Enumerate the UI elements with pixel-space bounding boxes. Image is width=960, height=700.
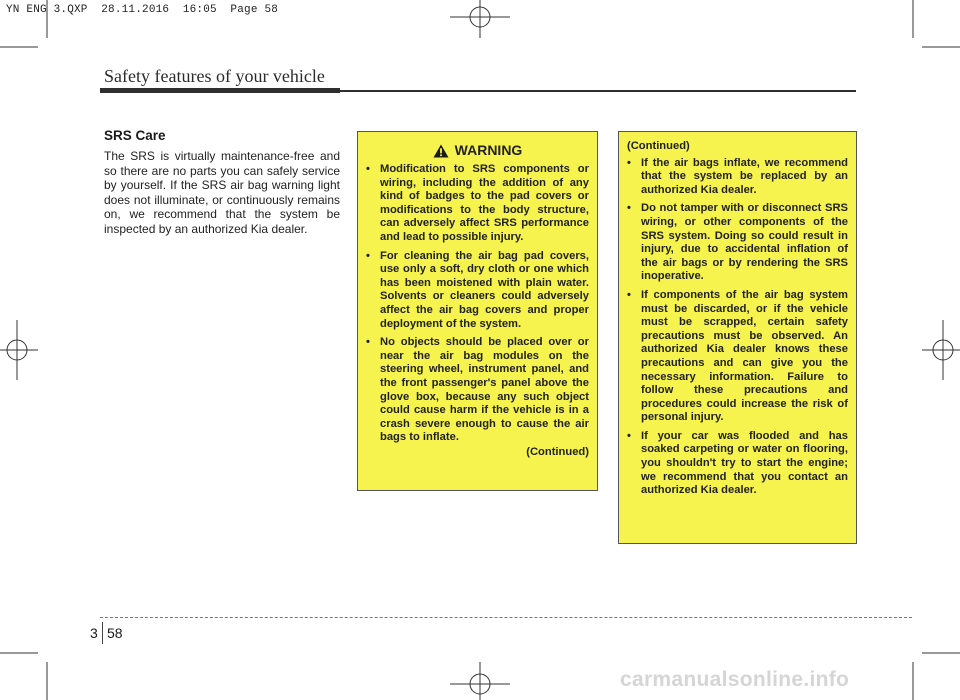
page-number: 58 (107, 625, 123, 641)
srs-care-heading: SRS Care (104, 128, 166, 143)
warning-item: • Modification to SRS components or wiring, including the addition of any kind of badges to the pad covers or modifications to the body structure, can adversely affect SRS performance and lead to possible injury. (366, 163, 589, 245)
warning-list (366, 163, 589, 445)
warning-item: • No objects should be placed over or near the air bag modules on the steering wheel, instrument panel, and the front passenger's panel above the glove box, because any such object could cause harm if the vehicle is in a crash severe enough to cause the air bags to inflate. (366, 336, 589, 445)
header-bar (100, 88, 340, 93)
warning-item: • For cleaning the air bag pad covers, use only a soft, dry cloth or one which has been moistened with plain water. Solvents or cleaners could adversely affect the air bag covers and proper deployment of the system. (366, 250, 589, 332)
continued-heading: (Continued) (627, 140, 690, 152)
warning-item: • If the air bags inflate, we recommend that the system be replaced by an authorized Kia dealer. (627, 157, 848, 198)
warning-triangle-icon (433, 144, 449, 158)
footer-rule (100, 617, 912, 618)
watermark: carmanualsonline.info (620, 668, 850, 691)
warning-item: • If your car was flooded and has soaked carpeting or water on flooring, you shouldn't try to start the engine; we recommend that you contact an authorized Kia dealer. (627, 430, 848, 498)
warning-header (366, 144, 589, 158)
continued-warning-box (618, 131, 857, 544)
section-title: Safety features of your vehicle (104, 66, 325, 86)
print-slug: YN ENG 3.QXP 28.11.2016 16:05 Page 58 (6, 4, 279, 16)
srs-care-body: The SRS is virtually maintenance-free and so there are no parts you can safely service by yourself. If the SRS air bag warning light does not illuminate, or continuously remains on, we recommend that the system be inspected by an authorized Kia dealer. (104, 149, 340, 236)
chapter-number: 3 (90, 625, 98, 641)
warning-box (357, 131, 598, 491)
warning-item: • Do not tamper with or disconnect SRS wiring, or other components of the SRS system. Doing so could result in injury, due to accidental inflation of the air bags or by rendering the SRS inoperative. (627, 202, 848, 284)
footer-divider (102, 622, 103, 644)
continued-list (627, 157, 848, 498)
continued-label: (Continued) (526, 445, 589, 458)
warning-title: WARNING (454, 142, 523, 159)
warning-item: • If components of the air bag system must be discarded, or if the vehicle must be scrapped, certain safety precautions must be observed. An authorized Kia dealer knows these precautions and can give you the necessary information. Failure to follow these precautions and procedures could increase the risk of personal injury. (627, 289, 848, 425)
header-rule (340, 90, 856, 92)
